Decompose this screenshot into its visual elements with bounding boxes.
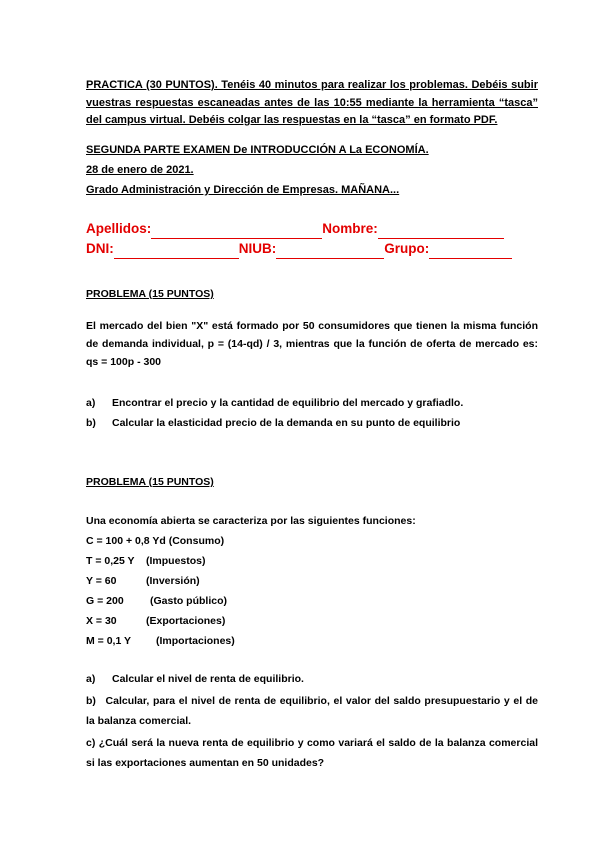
nombre-label: Nombre: xyxy=(322,221,378,236)
function-description: (Gasto público) xyxy=(150,595,227,607)
function-equation: X = 30 xyxy=(86,615,117,627)
problem-1-statement-block xyxy=(86,317,538,371)
exam-title: SEGUNDA PARTE EXAMEN De INTRODUCCIÓN A La ECONOMÍA. xyxy=(86,144,429,156)
question-item xyxy=(86,733,538,773)
question-item xyxy=(86,691,538,731)
problem-1-questions xyxy=(86,393,538,433)
function-row xyxy=(86,551,538,571)
grupo-label: Grupo: xyxy=(384,241,430,256)
question-text: Calcular la elasticidad precio de la demanda en su punto de equilibrio xyxy=(112,417,461,429)
function-equation: G = 200 xyxy=(86,595,124,607)
function-row xyxy=(86,531,538,551)
problem-2-statement: Una economía abierta se caracteriza por las siguientes funciones: xyxy=(86,515,416,527)
student-fields xyxy=(86,219,538,259)
question-text: Calcular, para el nivel de renta de equilibrio, el valor del saldo presupuestario y el de la balanza comercial. xyxy=(86,695,538,727)
apellidos-label: Apellidos: xyxy=(86,221,152,236)
function-row xyxy=(86,611,538,631)
question-key: a) xyxy=(86,673,96,685)
function-row xyxy=(86,591,538,611)
intro-block xyxy=(86,66,538,141)
niub-label: NIUB: xyxy=(238,241,277,256)
function-description: (Importaciones) xyxy=(156,635,235,647)
question-key: c) xyxy=(86,737,96,749)
name-line xyxy=(86,219,538,239)
function-row xyxy=(86,571,538,591)
question-text: Encontrar el precio y la cantidad de equilibrio del mercado y grafiadlo. xyxy=(112,397,464,409)
function-equation: C = 100 + 0,8 Yd (Consumo) xyxy=(86,535,225,547)
function-description: (Exportaciones) xyxy=(146,615,226,627)
question-text: ¿Cuál será la nueva renta de equilibrio y como variará el saldo de la balanza comercial si las exportaciones aumentan en 50 unidades? xyxy=(86,737,539,769)
question-key: b) xyxy=(86,695,96,707)
function-row xyxy=(86,631,538,651)
question-item xyxy=(86,413,538,433)
question-key: a) xyxy=(86,397,96,409)
function-description: (Impuestos) xyxy=(146,555,206,567)
exam-header xyxy=(86,140,538,200)
problem-1 xyxy=(86,284,538,304)
problem-2-functions xyxy=(86,531,538,651)
function-equation: T = 0,25 Y xyxy=(86,555,135,567)
niub-blank xyxy=(276,244,384,259)
question-text: Calcular el nivel de renta de equilibrio. xyxy=(112,673,304,685)
grupo-blank xyxy=(429,244,512,259)
question-key: b) xyxy=(86,417,96,429)
apellidos-blank xyxy=(151,224,322,239)
problem-1-heading: PROBLEMA (15 PUNTOS) xyxy=(86,288,214,300)
question-item xyxy=(86,393,538,413)
question-item xyxy=(86,669,538,689)
function-description: (Inversión) xyxy=(146,575,200,587)
nombre-blank xyxy=(378,224,504,239)
dni-label: DNI: xyxy=(86,241,114,256)
problem-1-statement: El mercado del bien "X" está formado por 50 consumidores que tienen la misma función de demanda individual, p = (14-qd) / 3, mientras que la función de oferta de mercado es: qs = 100p - 300 xyxy=(86,320,538,368)
function-equation: M = 0,1 Y xyxy=(86,635,132,647)
problem-2-statement-block xyxy=(86,511,538,531)
problem-2 xyxy=(86,472,538,492)
problem-2-questions xyxy=(86,669,538,773)
id-line xyxy=(86,239,538,259)
exam-degree: Grado Administración y Dirección de Empresas. MAÑANA... xyxy=(86,184,400,196)
intro-text: PRACTICA (30 PUNTOS). Tenéis 40 minutos para realizar los problemas. Debéis subir vuestras respuestas escaneadas antes de las 10:55 mediante la herramienta “tasca” del campus virtual. Debéis colgar las respuestas en la “tasca” en formato PDF. xyxy=(86,79,538,126)
dni-blank xyxy=(114,244,239,259)
exam-date: 28 de enero de 2021. xyxy=(86,164,194,176)
function-equation: Y = 60 xyxy=(86,575,117,587)
problem-2-heading: PROBLEMA (15 PUNTOS) xyxy=(86,476,214,488)
